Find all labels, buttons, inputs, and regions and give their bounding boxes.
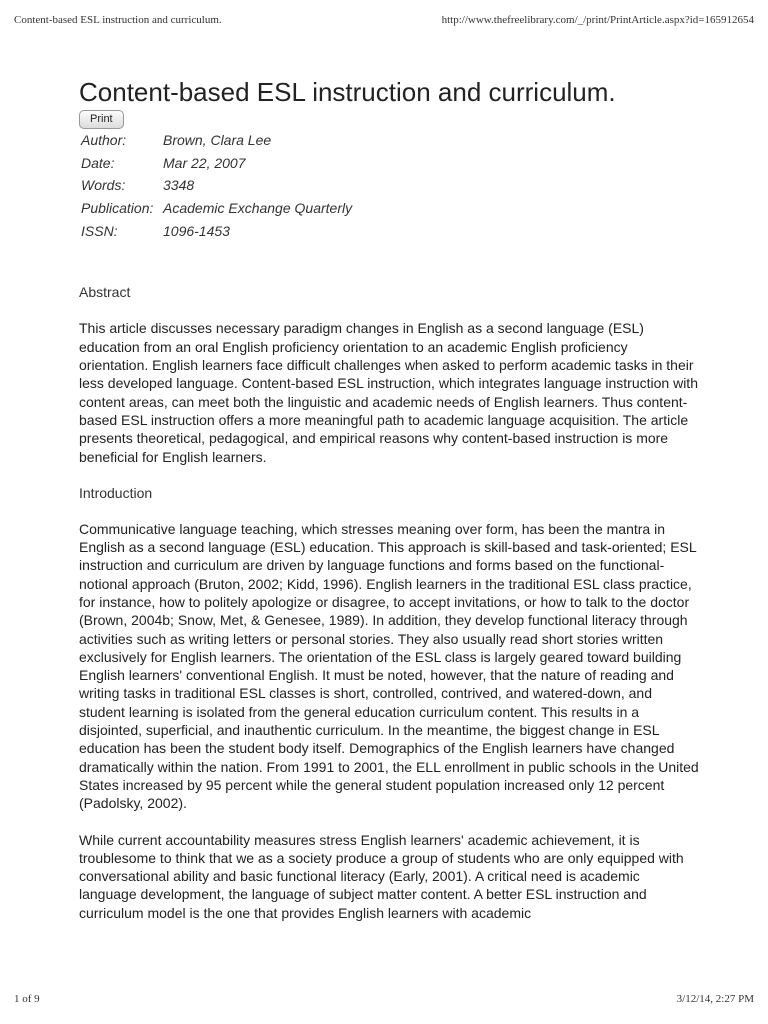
print-header-title: Content-based ESL instruction and curriculum. [14, 14, 222, 26]
introduction-paragraph: Communicative language teaching, which stresses meaning over form, has been the mantra in English as a second language (ESL) education. This approach is skill-based and task-oriented; ESL instruction and curriculum are driven by language functions and forms based on the functional-notional approach (Bruton, 2002; Kidd, 1996). English learners in the traditional ESL class practice, for instance, how to politely apologize or disagree, to accept invitations, or how to talk to the doctor (Brown, 2004b; Snow, Met, & Genesee, 1989). In addition, they develop functional literacy through activities such as writing letters or personal stories. They also usually read short stories written exclusively for English learners. The orientation of the ESL class is largely geared toward building English learners' conventional English. It must be noted, however, that the nature of reading and writing tasks in traditional ESL classes is short, controlled, contrived, and watered-down, and student learning is isolated from the general education curriculum content. This results in a disjointed, superficial, and inauthentic curriculum. In the meantime, the biggest change in ESL education has been the student body itself. Demographics of the English learners have changed dramatically within the nation. From 1991 to 2001, the ELL enrollment in public schools in the United States increased by 95 percent while the general student population increased only 12 percent (Padolsky, 2002). [79, 520, 699, 812]
meta-row-words [81, 175, 352, 198]
introduction-paragraph: While current accountability measures stress English learners' academic achievement, it is troublesome to think that we as a society produce a group of students who are only equipped with conversational ability and basic functional literacy (Early, 2001). A critical need is academic language development, the language of subject matter content. A better ESL instruction and curriculum model is the one that provides English learners with academic [79, 831, 684, 921]
article-title: Content-based ESL instruction and curriculum. [79, 77, 616, 107]
meta-value: Mar 22, 2007 [163, 154, 246, 171]
meta-label: Publication: [81, 200, 154, 217]
meta-row-publication [81, 198, 352, 221]
meta-label: Words: [81, 177, 126, 194]
print-datetime: 3/12/14, 2:27 PM [676, 993, 754, 1005]
meta-row-issn [81, 221, 352, 244]
meta-label: ISSN: [81, 222, 118, 239]
meta-value: 3348 [163, 177, 195, 194]
abstract-heading: Abstract [79, 284, 131, 301]
meta-label: Author: [81, 132, 127, 148]
meta-value: Brown, Clara Lee [163, 132, 272, 148]
meta-row-author [81, 130, 352, 153]
meta-value: Academic Exchange Quarterly [163, 200, 353, 217]
print-header-url: http://www.thefreelibrary.com/_/print/PrintArticle.aspx?id=165912654 [441, 14, 754, 26]
abstract-paragraph: This article discusses necessary paradigm changes in English as a second language (ESL) education from an oral English proficiency orientation to an academic English proficiency orientation. English learners face difficult challenges when asked to perform academic tasks in their less developed language. Content-based ESL instruction, which integrates language instruction with content areas, can meet both the linguistic and academic needs of English learners. Thus content-based ESL instruction offers a more meaningful path to academic language acquisition. The article presents theoretical, pedagogical, and empirical reasons why content-based instruction is more beneficial for English learners. [79, 320, 698, 465]
introduction-heading: Introduction [79, 484, 153, 501]
meta-label: Date: [81, 154, 115, 171]
article-metadata [81, 130, 352, 243]
page-number: 1 of 9 [14, 993, 40, 1005]
meta-row-date [81, 153, 352, 176]
print-button[interactable]: Print [79, 110, 124, 129]
meta-value: 1096-1453 [163, 222, 230, 239]
article [79, 76, 699, 922]
